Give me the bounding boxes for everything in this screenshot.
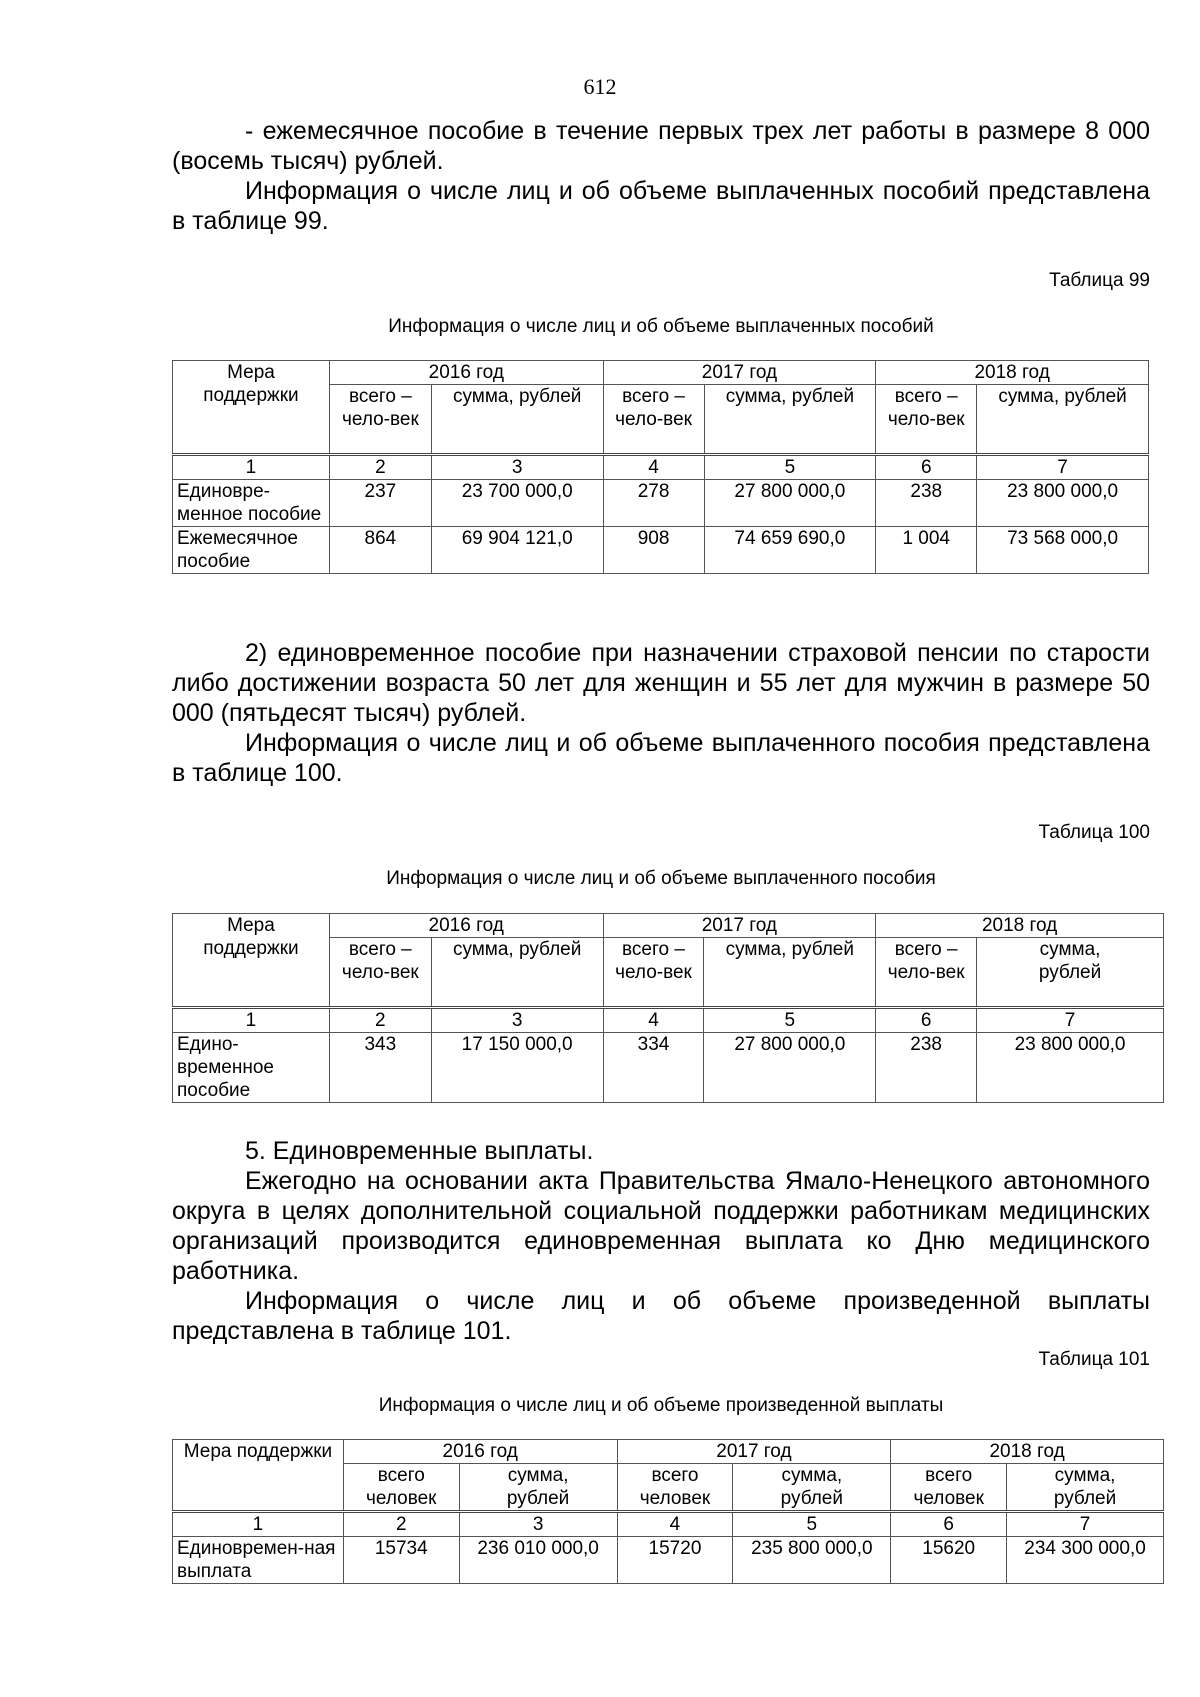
cell: 236 010 000,0 (459, 1537, 617, 1584)
table-101 (172, 1439, 1164, 1584)
cell: 15620 (891, 1537, 1007, 1584)
paragraph-table101-ref: Информация о числе лиц и об объеме произведенной выплаты представлена в таблице 101. (172, 1287, 1150, 1345)
header-count: всего – чело-век (329, 938, 431, 1008)
header-year: 2017 год (603, 914, 876, 938)
cell: 15720 (617, 1537, 733, 1584)
header-sum: сумма, рублей (977, 385, 1149, 455)
header-measure: Мера поддержки (173, 914, 330, 1008)
cell: 238 (876, 480, 977, 527)
header-year: 2016 год (329, 361, 603, 385)
column-number: 6 (891, 1512, 1007, 1537)
header-year: 2016 год (343, 1440, 617, 1464)
row-label: Единовре-менное пособие (173, 480, 330, 527)
table99-caption: Таблица 99 (1049, 270, 1150, 291)
header-sum: сумма, рублей (1007, 1464, 1164, 1512)
table-99 (172, 360, 1149, 574)
cell: 235 800 000,0 (733, 1537, 891, 1584)
header-sum: сумма, рублей (431, 938, 603, 1008)
header-sum: сумма, рублей (704, 938, 876, 1008)
row-label: Ежемесячное пособие (173, 527, 330, 574)
table-100 (172, 913, 1164, 1103)
cell: 23 800 000,0 (977, 480, 1149, 527)
cell: 334 (603, 1033, 704, 1103)
cell: 278 (603, 480, 704, 527)
header-sum: сумма, рублей (733, 1464, 891, 1512)
cell: 69 904 121,0 (431, 527, 603, 574)
cell: 17 150 000,0 (431, 1033, 603, 1103)
table101-caption: Таблица 101 (1038, 1349, 1150, 1370)
column-number: 7 (1007, 1512, 1164, 1537)
column-number: 3 (431, 1008, 603, 1033)
column-number: 6 (876, 1008, 977, 1033)
cell: 15734 (343, 1537, 459, 1584)
paragraph-one-time-payment: Ежегодно на основании акта Правительства Ямало-Ненецкого автономного округа в целях дополнительной социальной поддержки работникам медицинских организаций производится единовременная выплата ко Дню медицинского работника. (172, 1167, 1150, 1285)
cell: 23 700 000,0 (431, 480, 603, 527)
header-count: всего – чело-век (876, 938, 977, 1008)
header-year: 2018 год (891, 1440, 1164, 1464)
table-row (173, 527, 1149, 574)
header-measure: Мера поддержки (173, 1440, 344, 1512)
column-number-row (173, 455, 1149, 480)
cell: 908 (603, 527, 704, 574)
header-count: всего – чело-век (329, 385, 431, 455)
section-heading: 5. Единовременные выплаты. (245, 1137, 594, 1165)
cell: 74 659 690,0 (704, 527, 876, 574)
cell: 237 (329, 480, 431, 527)
column-number: 3 (459, 1512, 617, 1537)
cell: 343 (329, 1033, 431, 1103)
column-number-row (173, 1008, 1164, 1033)
header-year: 2016 год (329, 914, 603, 938)
cell: 73 568 000,0 (977, 527, 1149, 574)
column-number: 5 (733, 1512, 891, 1537)
column-number: 2 (329, 455, 431, 480)
table100-caption: Таблица 100 (1038, 822, 1150, 843)
paragraph-table100-ref: Информация о числе лиц и об объеме выплаченного пособия представлена в таблице 100. (172, 729, 1150, 787)
column-number: 1 (173, 455, 330, 480)
cell: 27 800 000,0 (704, 480, 876, 527)
header-year: 2017 год (617, 1440, 891, 1464)
column-number: 7 (977, 1008, 1164, 1033)
cell: 1 004 (876, 527, 977, 574)
column-number: 7 (977, 455, 1149, 480)
table-row (173, 1537, 1164, 1584)
column-number: 6 (876, 455, 977, 480)
header-count: всего человек (891, 1464, 1007, 1512)
header-sum: сумма, рублей (977, 938, 1164, 1008)
cell: 27 800 000,0 (704, 1033, 876, 1103)
column-number: 3 (431, 455, 603, 480)
paragraph-pension-allowance: 2) единовременное пособие при назначении страховой пенсии по старости либо достижении возраста 50 лет для женщин и 55 лет для мужчин в размере 50 000 (пятьдесят тысяч) рублей. (172, 639, 1150, 727)
header-count: всего – чело-век (603, 385, 704, 455)
header-year: 2018 год (876, 914, 1164, 938)
header-count: всего – чело-век (603, 938, 704, 1008)
header-year: 2018 год (876, 361, 1149, 385)
column-number: 2 (329, 1008, 431, 1033)
cell: 23 800 000,0 (977, 1033, 1164, 1103)
cell: 234 300 000,0 (1007, 1537, 1164, 1584)
column-number: 2 (343, 1512, 459, 1537)
row-label: Едино-временное пособие (173, 1033, 330, 1103)
header-sum: сумма, рублей (704, 385, 876, 455)
table100-title: Информация о числе лиц и об объеме выплаченного пособия (386, 868, 936, 889)
table99-title: Информация о числе лиц и об объеме выплаченных пособий (388, 316, 934, 337)
column-number: 5 (704, 1008, 876, 1033)
header-count: всего человек (617, 1464, 733, 1512)
header-year: 2017 год (603, 361, 876, 385)
column-number: 1 (173, 1512, 344, 1537)
paragraph-monthly-allowance: - ежемесячное пособие в течение первых трех лет работы в размере 8 000 (восемь тысяч) рублей. (172, 117, 1150, 175)
column-number: 4 (617, 1512, 733, 1537)
table-row (173, 480, 1149, 527)
page-number: 612 (583, 74, 617, 99)
header-count: всего человек (343, 1464, 459, 1512)
cell: 238 (876, 1033, 977, 1103)
column-number: 5 (704, 455, 876, 480)
row-label: Единовремен-ная выплата (173, 1537, 344, 1584)
table101-title: Информация о числе лиц и об объеме произведенной выплаты (378, 1395, 944, 1416)
column-number: 4 (603, 1008, 704, 1033)
paragraph-table99-ref: Информация о числе лиц и об объеме выплаченных пособий представлена в таблице 99. (172, 177, 1150, 235)
column-number: 4 (603, 455, 704, 480)
header-count: всего – чело-век (876, 385, 977, 455)
column-number-row (173, 1512, 1164, 1537)
column-number: 1 (173, 1008, 330, 1033)
header-sum: сумма, рублей (431, 385, 603, 455)
cell: 864 (329, 527, 431, 574)
table-row (173, 1033, 1164, 1103)
header-measure: Мера поддержки (173, 361, 330, 455)
header-sum: сумма, рублей (459, 1464, 617, 1512)
